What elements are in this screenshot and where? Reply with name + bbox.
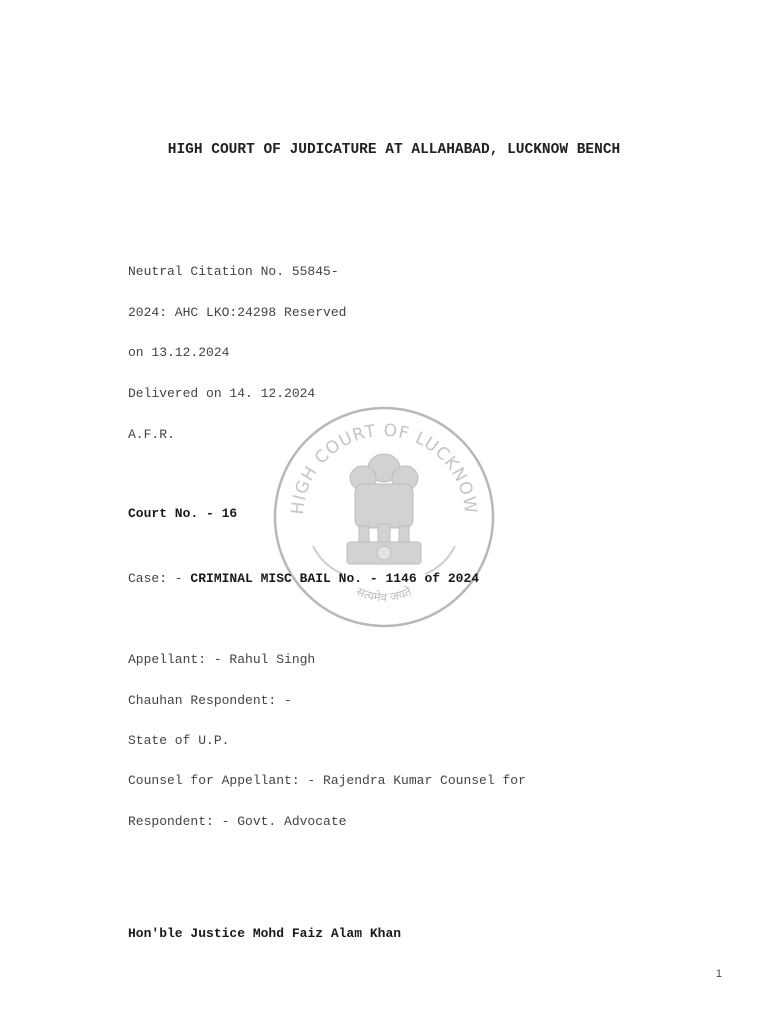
parties-line-1: Appellant: - Rahul Singh (128, 652, 316, 667)
parties-line-3: State of U.P. (128, 733, 230, 748)
court-number: Court No. - 16 (128, 506, 238, 521)
parties-line-4: Counsel for Appellant: - Rajendra Kumar Counsel for (128, 773, 526, 788)
emblem-icon (347, 454, 421, 564)
citation-line-2: 2024: AHC LKO:24298 Reserved (128, 305, 347, 320)
citation-line-3: on 13.12.2024 (128, 345, 230, 360)
seal-motto: सत्यमेव जयते (354, 584, 414, 605)
parties-line-5: Respondent: - Govt. Advocate (128, 814, 347, 829)
case-title: CRIMINAL MISC BAIL No. - 1146 of 2024 (190, 571, 480, 586)
case-line (128, 571, 479, 586)
judge-name: Hon'ble Justice Mohd Faiz Alam Khan (128, 926, 402, 941)
document-title: HIGH COURT OF JUDICATURE AT ALLAHABAD, LUCKNOW BENCH (167, 142, 621, 158)
citation-line-1: Neutral Citation No. 55845- (128, 264, 339, 279)
svg-text:सत्यमेव जयते (354, 584, 415, 605)
delivered-date: Delivered on 14. 12.2024 (128, 386, 316, 401)
court-seal-watermark (273, 406, 495, 628)
seal-text: HIGH COURT OF LUCKNOW (287, 420, 481, 516)
page-number: 1 (715, 968, 722, 980)
case-prefix: Case: - (128, 571, 191, 586)
afr-label: A.F.R. (128, 427, 175, 442)
parties-line-2: Chauhan Respondent: - (128, 693, 292, 708)
